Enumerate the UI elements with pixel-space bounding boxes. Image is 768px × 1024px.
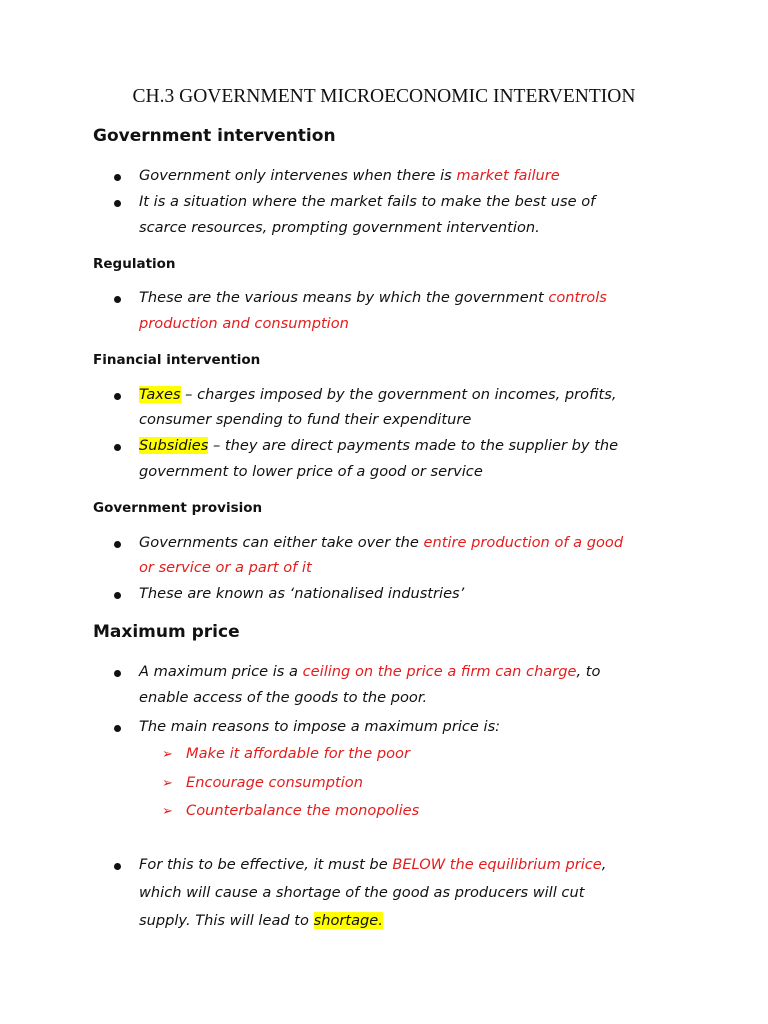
bullet-icon xyxy=(114,863,121,870)
text: Government only intervenes when there is xyxy=(139,167,457,184)
bullet-situation-line2: scarce resources, prompting government intervention. xyxy=(139,219,540,236)
heading-maximum-price: Maximum price xyxy=(93,622,240,642)
bullet-taxes-line1 xyxy=(139,386,617,403)
bullet-effective-line3 xyxy=(139,912,383,929)
bullet-main-reasons: The main reasons to impose a maximum price is: xyxy=(139,718,501,735)
text: – charges imposed by the government on incomes, profits, xyxy=(180,386,617,403)
text: A maximum price is a xyxy=(139,663,303,680)
bullet-effective-line1 xyxy=(139,856,606,873)
text: Governments can either take over the xyxy=(139,534,424,551)
bullet-provision-line2: or service or a part of it xyxy=(139,559,312,576)
heading-regulation: Regulation xyxy=(93,256,176,272)
bullet-icon xyxy=(114,200,121,207)
highlight-text: shortage. xyxy=(313,912,383,929)
text: These are the various means by which the government xyxy=(139,289,549,306)
bullet-ceiling-line1 xyxy=(139,663,600,680)
bullet-icon xyxy=(114,174,121,181)
arrow-bullet-icon: ➢ xyxy=(162,776,173,791)
page-title: CH.3 GOVERNMENT MICROECONOMIC INTERVENTION xyxy=(132,86,636,107)
heading-financial-intervention: Financial intervention xyxy=(93,352,261,368)
bullet-market-failure xyxy=(139,167,560,184)
reason-item: Counterbalance the monopolies xyxy=(186,802,420,819)
bullet-taxes-line2: consumer spending to fund their expenditure xyxy=(139,411,472,428)
reason-item: Encourage consumption xyxy=(186,774,363,791)
bullet-subsidies-line2: government to lower price of a good or service xyxy=(139,463,483,480)
heading-government-provision: Government provision xyxy=(93,500,263,516)
text: For this to be effective, it must be xyxy=(139,856,393,873)
text: , xyxy=(601,856,607,873)
red-text: market failure xyxy=(456,167,560,184)
red-text: entire production of a good xyxy=(423,534,624,551)
bullet-ceiling-line2: enable access of the goods to the poor. xyxy=(139,689,428,706)
bullet-icon xyxy=(114,592,121,599)
arrow-bullet-icon: ➢ xyxy=(162,747,173,762)
bullet-icon xyxy=(114,296,121,303)
bullet-nationalised: These are known as ‘nationalised industries’ xyxy=(139,585,465,602)
bullet-effective-line2: which will cause a shortage of the good as producers will cut xyxy=(139,884,585,901)
red-text: controls xyxy=(548,289,607,306)
text: supply. This will lead to xyxy=(139,912,314,929)
bullet-icon xyxy=(114,541,121,548)
red-text: BELOW the equilibrium price xyxy=(392,856,602,873)
heading-government-intervention: Government intervention xyxy=(93,126,336,146)
text: , to xyxy=(576,663,601,680)
bullet-regulation-line2: production and consumption xyxy=(139,315,349,332)
bullet-icon xyxy=(114,670,121,677)
text: – they are direct payments made to the supplier by the xyxy=(208,437,619,454)
highlight-text: Subsidies xyxy=(139,437,209,454)
bullet-subsidies-line1 xyxy=(139,437,618,454)
bullet-icon xyxy=(114,444,121,451)
bullet-regulation-line1 xyxy=(139,289,607,306)
bullet-provision-line1 xyxy=(139,534,623,551)
reason-item: Make it affordable for the poor xyxy=(186,745,410,762)
highlight-text: Taxes xyxy=(139,386,181,403)
bullet-icon xyxy=(114,393,121,400)
bullet-icon xyxy=(114,725,121,732)
red-text: ceiling on the price a firm can charge xyxy=(302,663,577,680)
arrow-bullet-icon: ➢ xyxy=(162,804,173,819)
bullet-situation-line1: It is a situation where the market fails to make the best use of xyxy=(139,193,596,210)
